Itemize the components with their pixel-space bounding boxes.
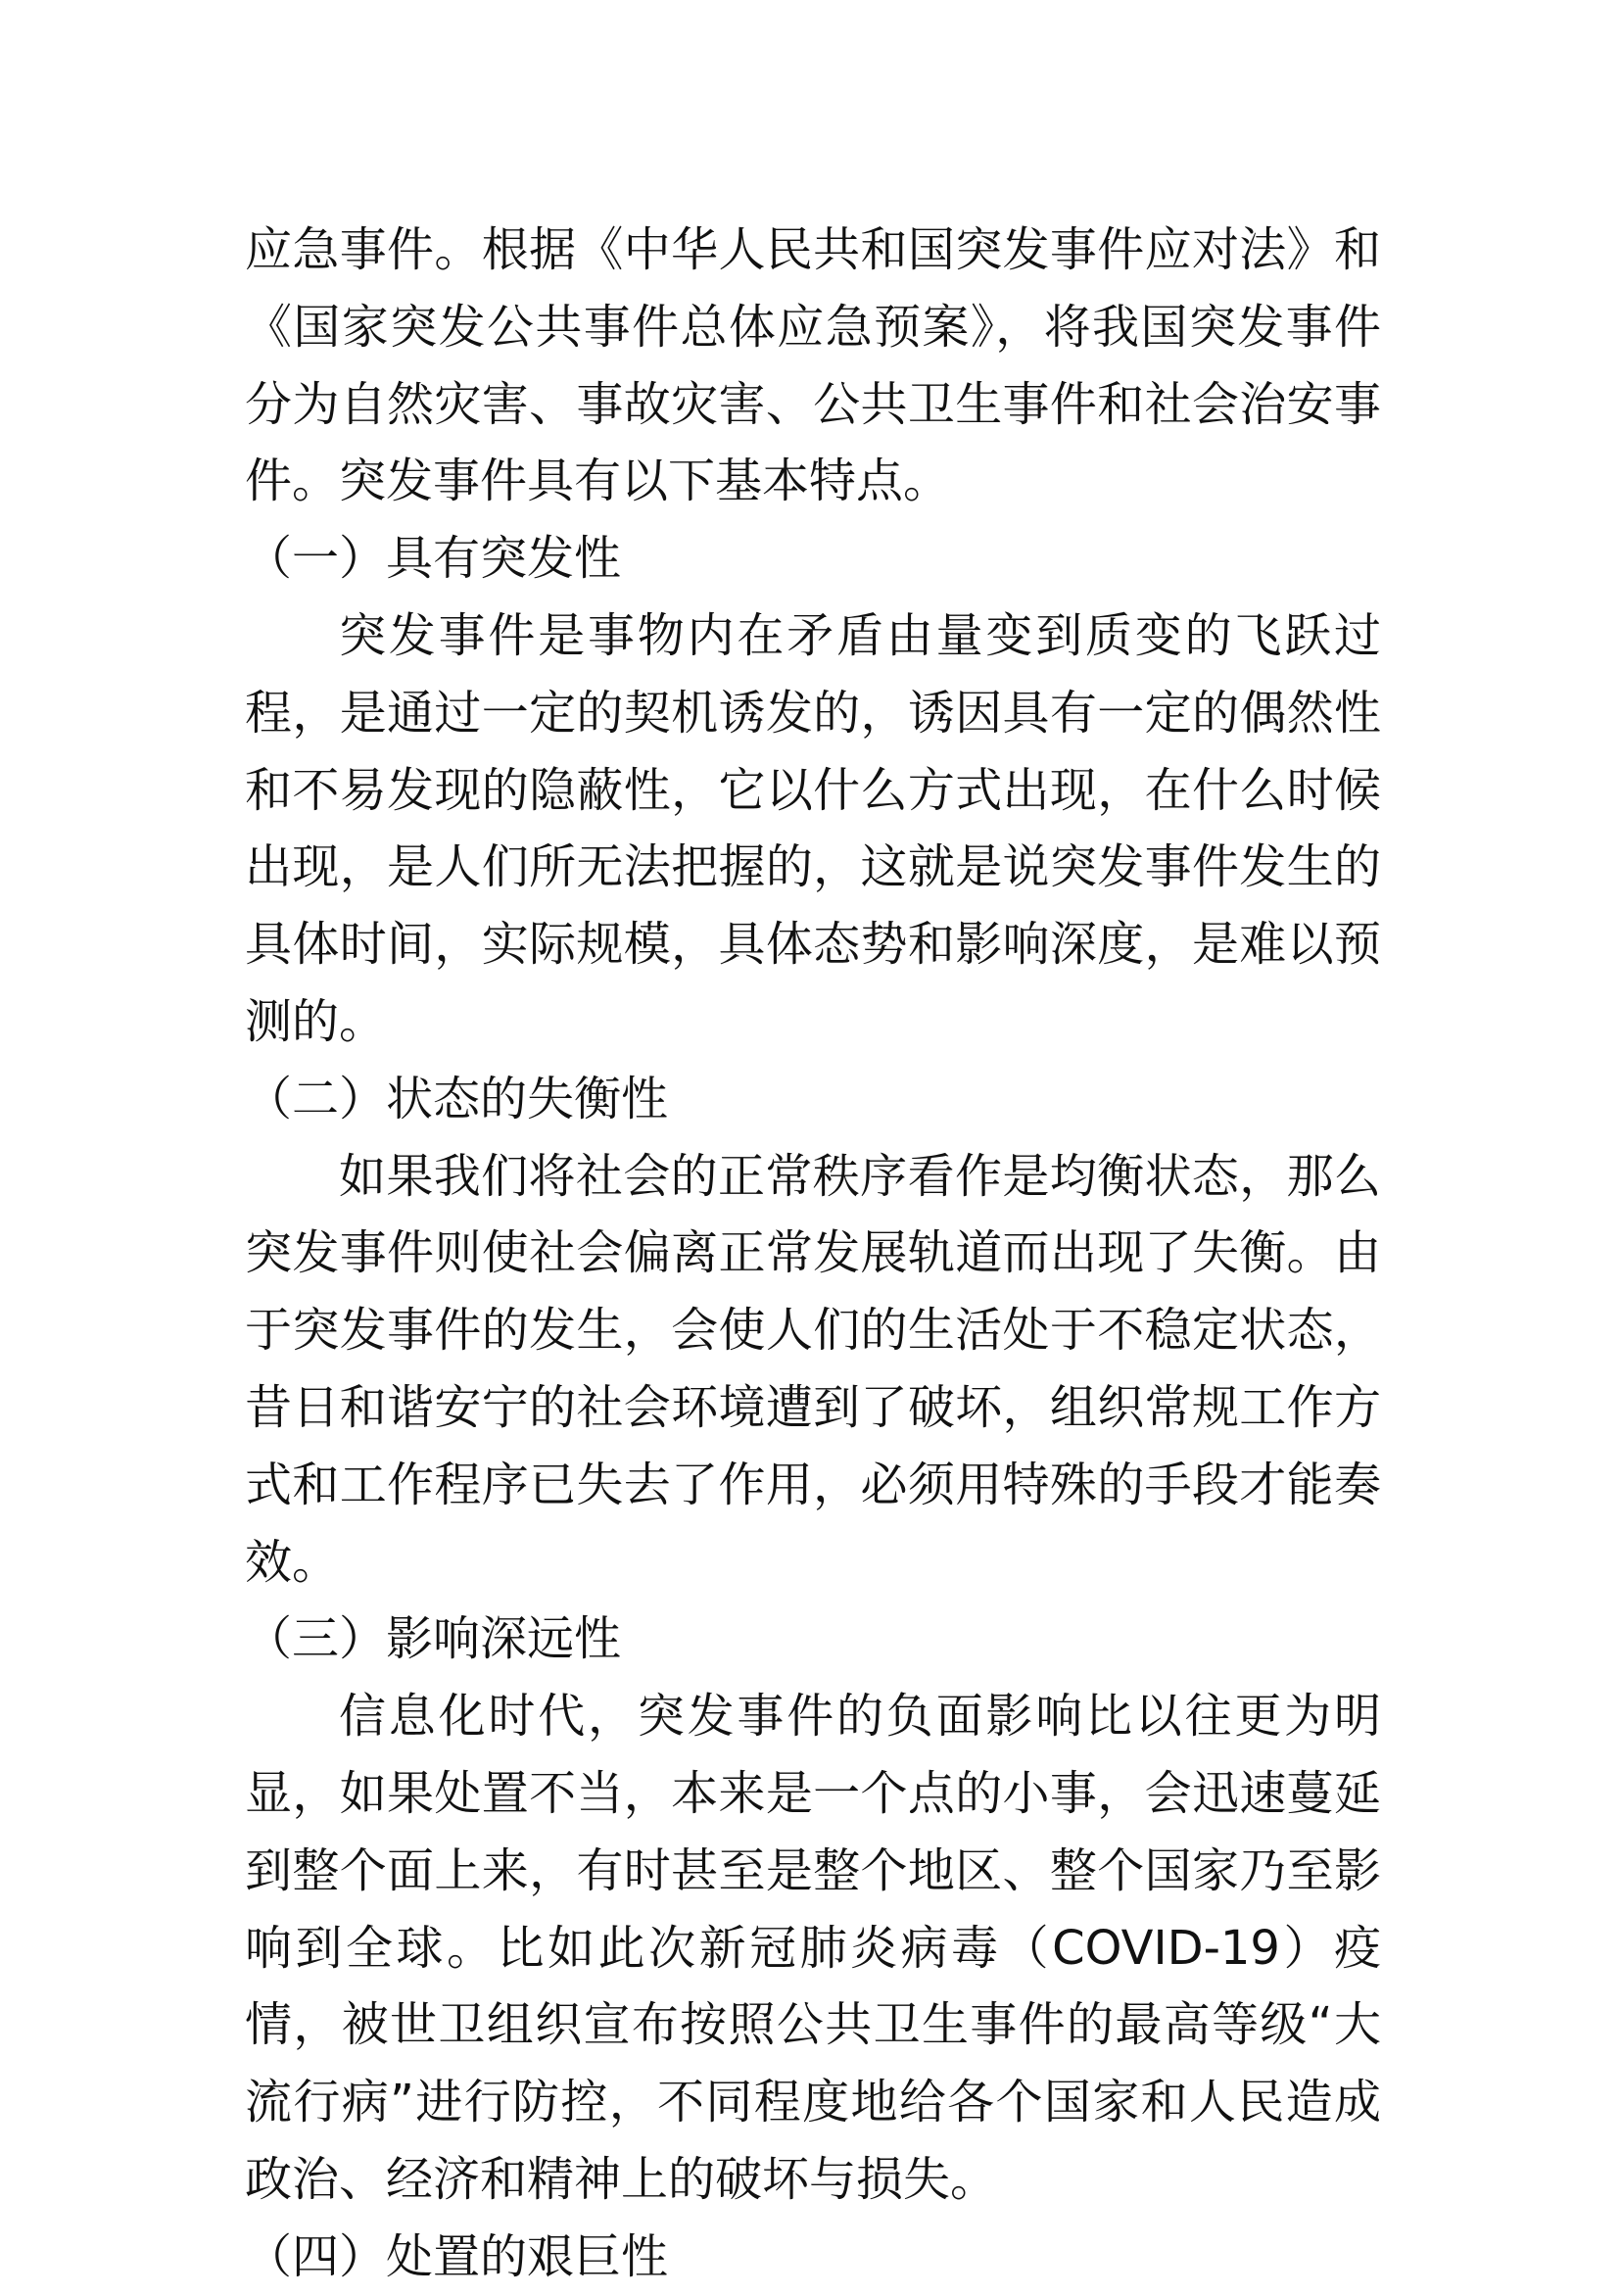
section-heading-3: （三）影响深远性 <box>245 1611 622 1667</box>
document-page <box>245 212 1381 2296</box>
paragraph-intro: 应急事件。根据《中华人民共和国突发事件应对法》和《国家突发公共事件总体应急预案》，将我国突发事件分为自然灾害、事故灾害、公共卫生事件和社会治安事件。突发事件具有以下基本特点。 <box>245 222 1381 509</box>
paragraph-imbalance: 如果我们将社会的正常秩序看作是均衡状态，那么突发事件则使社会偏离正常发展轨道而出现了失衡。由于突发事件的发生，会使人们的生活处于不稳定状态，昔日和谐安宁的社会环境遭到了破坏，组织常规工作方式和工作程序已失去了作用，必须用特殊的手段才能奏效。 <box>245 1148 1381 1590</box>
section-heading-2: （二）状态的失衡性 <box>245 1071 669 1126</box>
paragraph-suddenness: 突发事件是事物内在矛盾由量变到质变的飞跃过程，是通过一定的契机诱发的，诱因具有一定的偶然性和不易发现的隐蔽性，它以什么方式出现，在什么时候出现，是人们所无法把握的，这就是说突发事件发生的具体时间，实际规模，具体态势和影响深度，是难以预测的。 <box>245 607 1381 1049</box>
paragraph-far-reaching: 信息化时代，突发事件的负面影响比以往更为明显，如果处置不当，本来是一个点的小事，会迅速蔓延到整个面上来，有时甚至是整个地区、整个国家乃至影响到全球。比如此次新冠肺炎病毒（COVID-19）疫情，被世卫组织宣布按照公共卫生事件的最高等级“大流行病”进行防控，不同程度地给各个国家和人民造成政治、经济和精神上的破坏与损失。 <box>245 1689 1381 2207</box>
section-heading-4: （四）处置的艰巨性 <box>245 2228 669 2284</box>
section-heading-1: （一）具有突发性 <box>245 531 622 587</box>
